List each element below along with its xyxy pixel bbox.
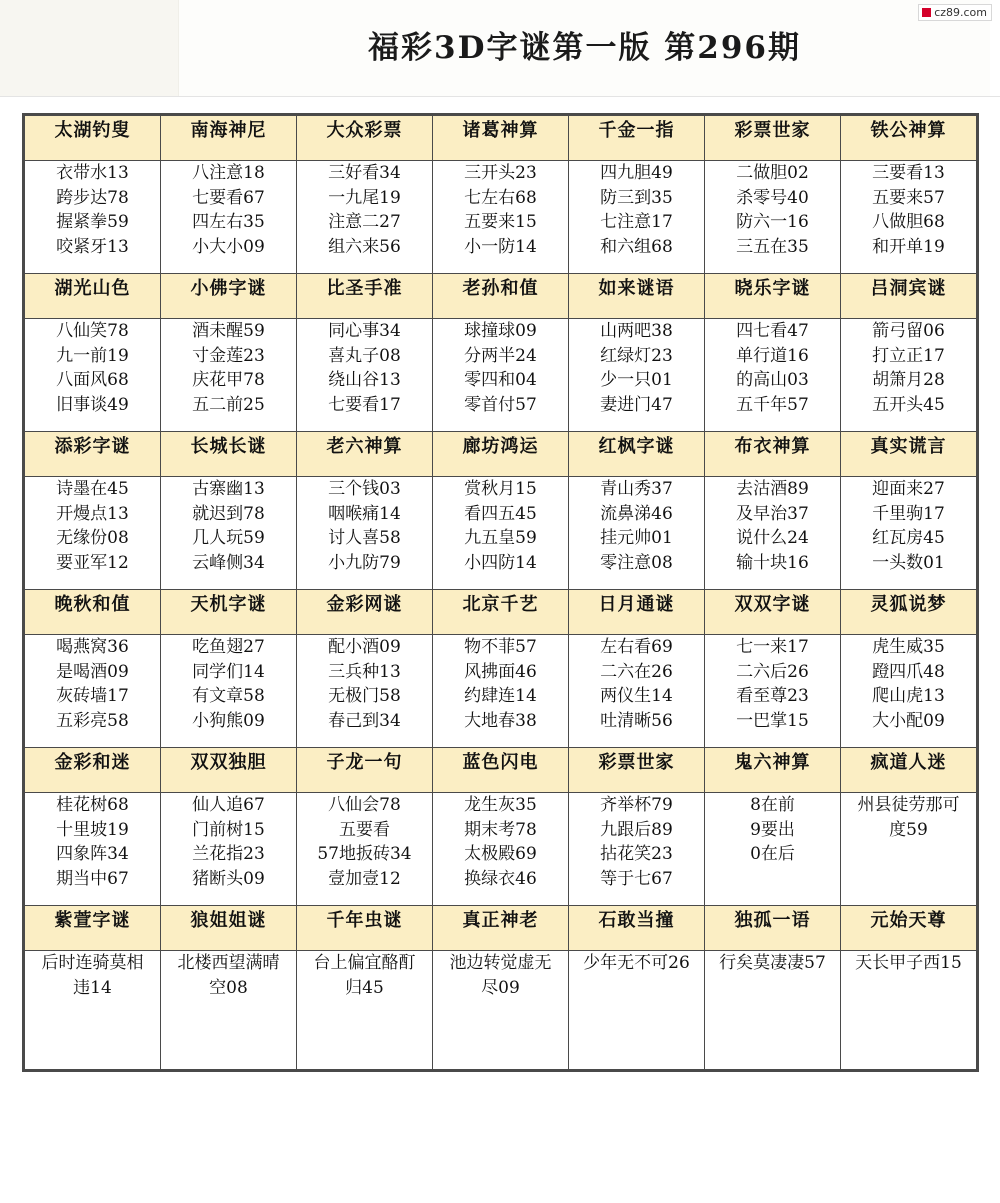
entry-line: 少年无不可26 [583, 953, 690, 973]
category-row [25, 116, 977, 161]
category-row [25, 906, 977, 951]
entry-line: 诗墨在45 [56, 479, 129, 499]
entry-line: 左右看69 [600, 637, 673, 657]
entry-line: 齐举杯79 [600, 795, 673, 815]
entry-line: 庆花甲78 [192, 370, 265, 391]
entry-line: 8在前 [750, 795, 795, 815]
entry-line: 同心事34 [328, 321, 401, 341]
entry-cell [433, 635, 569, 748]
entry-cell [841, 161, 977, 274]
entry-line: 看至尊23 [736, 686, 809, 707]
entry-line: 打立正17 [872, 345, 945, 366]
entry-line: 三兵种13 [328, 661, 401, 682]
category-cell: 灵狐说梦 [841, 590, 977, 635]
entry-cell [841, 319, 977, 432]
watermark [918, 4, 992, 21]
entry-row [25, 793, 977, 906]
entry-line: 七左右68 [464, 187, 537, 208]
entry-line: 违14 [73, 977, 112, 998]
entry-line: 说什么24 [736, 528, 809, 549]
category-cell: 疯道人迷 [841, 748, 977, 793]
entry-line: 二六在26 [600, 661, 673, 682]
entry-line: 物不菲57 [464, 637, 537, 657]
entry-line: 和六组68 [600, 236, 673, 257]
entry-line: 九一前19 [56, 345, 129, 366]
category-cell: 大众彩票 [297, 116, 433, 161]
category-cell: 双双字谜 [705, 590, 841, 635]
category-cell: 千年虫谜 [297, 906, 433, 951]
entry-line: 约肆连14 [464, 686, 537, 707]
category-cell: 太湖钓叟 [25, 116, 161, 161]
entry-line: 空08 [209, 977, 248, 998]
entry-line: 山两吧38 [600, 321, 673, 341]
entry-cell [297, 319, 433, 432]
entry-line: 三五在35 [736, 236, 809, 257]
entry-line: 一巴掌15 [736, 710, 809, 731]
entry-line: 七一来17 [736, 637, 809, 657]
entry-cell [25, 477, 161, 590]
entry-line: 讨人喜58 [328, 528, 401, 549]
entry-line: 一头数01 [872, 552, 945, 573]
category-cell: 彩票世家 [705, 116, 841, 161]
category-cell: 南海神尼 [161, 116, 297, 161]
entry-line: 红绿灯23 [600, 345, 673, 366]
entry-line: 八仙会78 [328, 795, 401, 815]
entry-row [25, 319, 977, 432]
entry-line: 风拂面46 [464, 661, 537, 682]
entry-line: 后时连骑莫相 [41, 953, 144, 973]
entry-cell [705, 319, 841, 432]
entry-line: 吃鱼翅27 [192, 637, 265, 657]
category-cell: 晚秋和值 [25, 590, 161, 635]
entry-line: 十里坡19 [56, 819, 129, 840]
entry-line: 兰花指23 [192, 844, 265, 865]
entry-line: 爬山虎13 [872, 686, 945, 707]
entry-line: 两仪生14 [600, 686, 673, 707]
entry-cell [433, 951, 569, 1070]
category-cell: 北京千艺 [433, 590, 569, 635]
riddle-table-body [25, 116, 977, 1070]
page-title: 福彩3D字谜第一版 第296期 [368, 30, 801, 66]
entry-line: 二六后26 [736, 661, 809, 682]
entry-cell [705, 635, 841, 748]
entry-line: 挂元帅01 [600, 528, 673, 549]
entry-line: 云峰侧34 [192, 552, 265, 573]
entry-line: 北楼西望满晴 [177, 953, 280, 973]
entry-cell [161, 161, 297, 274]
entry-line: 三好看34 [328, 163, 401, 183]
entry-cell [433, 161, 569, 274]
category-cell: 金彩网谜 [297, 590, 433, 635]
category-cell: 日月通谜 [569, 590, 705, 635]
category-cell: 廊坊鸿运 [433, 432, 569, 477]
entry-line: 箭弓留06 [872, 321, 945, 341]
entry-line: 二做胆02 [736, 163, 809, 183]
entry-line: 酒未醒59 [192, 321, 265, 341]
entry-line: 妻进门47 [600, 394, 673, 415]
entry-cell [25, 793, 161, 906]
watermark-label: cz89.com [934, 6, 987, 19]
entry-line: 0在后 [750, 844, 795, 865]
entry-line: 青山秀37 [600, 479, 673, 499]
entry-cell [25, 635, 161, 748]
entry-line: 五要看 [339, 819, 390, 840]
entry-line: 四九胆49 [600, 163, 673, 183]
entry-line: 握紧拳59 [56, 212, 129, 233]
entry-cell [161, 951, 297, 1070]
entry-line: 七要看67 [192, 187, 265, 208]
entry-line: 灰砖墙17 [56, 686, 129, 707]
entry-line: 绕山谷13 [328, 370, 401, 391]
category-cell: 如来谜语 [569, 274, 705, 319]
category-cell: 红枫字谜 [569, 432, 705, 477]
entry-line: 旧事谈49 [56, 394, 129, 415]
entry-cell [297, 161, 433, 274]
category-row [25, 274, 977, 319]
entry-line: 同学们14 [192, 661, 265, 682]
entry-cell [161, 319, 297, 432]
entry-line: 9要出 [750, 819, 795, 840]
entry-cell [297, 951, 433, 1070]
entry-line: 组六来56 [328, 236, 401, 257]
entry-cell [569, 161, 705, 274]
entry-line: 的高山03 [736, 370, 809, 391]
category-cell: 天机字谜 [161, 590, 297, 635]
entry-cell [161, 793, 297, 906]
entry-line: 57地扳砖34 [317, 844, 412, 865]
category-cell: 晓乐字谜 [705, 274, 841, 319]
entry-line: 壹加壹12 [328, 868, 401, 889]
entry-line: 小大小09 [192, 236, 265, 257]
entry-line: 七注意17 [600, 212, 673, 233]
entry-line: 古寨幽13 [192, 479, 265, 499]
entry-line: 门前树15 [192, 819, 265, 840]
entry-line: 小一防14 [464, 236, 537, 257]
category-cell: 独孤一语 [705, 906, 841, 951]
entry-line: 衣带水13 [56, 163, 129, 183]
entry-cell [433, 793, 569, 906]
category-cell: 铁公神算 [841, 116, 977, 161]
entry-row [25, 161, 977, 274]
entry-line: 五彩亮58 [56, 710, 129, 731]
red-square-icon [922, 8, 931, 17]
entry-cell [569, 951, 705, 1070]
entry-line: 少一只01 [600, 370, 673, 391]
entry-cell [433, 319, 569, 432]
entry-line: 等于七67 [600, 868, 673, 889]
category-cell: 长城长谜 [161, 432, 297, 477]
entry-row [25, 951, 977, 1070]
entry-line: 五要来15 [464, 212, 537, 233]
entry-line: 咬紧牙13 [56, 236, 129, 257]
entry-line: 太极殿69 [464, 844, 537, 865]
entry-line: 看四五45 [464, 503, 537, 524]
entry-cell [25, 951, 161, 1070]
entry-line: 防六一16 [736, 212, 809, 233]
entry-line: 行矣莫凄凄57 [719, 953, 826, 973]
entry-line: 龙生灰35 [464, 795, 537, 815]
entry-line: 虎生威35 [872, 637, 945, 657]
entry-line: 五要来57 [872, 187, 945, 208]
entry-cell [161, 477, 297, 590]
entry-line: 九五皇59 [464, 528, 537, 549]
category-cell: 比圣手准 [297, 274, 433, 319]
entry-line: 流鼻涕46 [600, 503, 673, 524]
entry-line: 注意二27 [328, 212, 401, 233]
entry-cell [705, 951, 841, 1070]
category-cell: 金彩和迷 [25, 748, 161, 793]
entry-line: 八仙笑78 [56, 321, 129, 341]
entry-line: 九跟后89 [600, 819, 673, 840]
entry-line: 五二前25 [192, 394, 265, 415]
category-cell: 真正神老 [433, 906, 569, 951]
entry-line: 五千年57 [736, 394, 809, 415]
entry-line: 一九尾19 [328, 187, 401, 208]
entry-cell [841, 635, 977, 748]
category-cell: 湖光山色 [25, 274, 161, 319]
category-cell: 小佛字谜 [161, 274, 297, 319]
entry-line: 四七看47 [736, 321, 809, 341]
entry-line: 大地春38 [464, 710, 537, 731]
entry-cell [25, 319, 161, 432]
entry-cell [297, 793, 433, 906]
entry-line: 桂花树68 [56, 795, 129, 815]
header-left-gutter [0, 0, 178, 96]
entry-line: 仙人追67 [192, 795, 265, 815]
entry-cell [569, 793, 705, 906]
entry-line: 小九防79 [328, 552, 401, 573]
entry-line: 三开头23 [464, 163, 537, 183]
entry-line: 小狗熊09 [192, 710, 265, 731]
category-row [25, 590, 977, 635]
entry-line: 台上偏宜酪酊 [313, 953, 416, 973]
entry-row [25, 477, 977, 590]
category-cell: 狼姐姐谜 [161, 906, 297, 951]
entry-line: 红瓦房45 [872, 528, 945, 549]
entry-line: 寸金莲23 [192, 345, 265, 366]
entry-line: 和开单19 [872, 236, 945, 257]
entry-cell [569, 477, 705, 590]
entry-line: 零首付57 [464, 394, 537, 415]
entry-cell [569, 635, 705, 748]
entry-line: 胡箫月28 [872, 370, 945, 391]
entry-line: 喜丸子08 [328, 345, 401, 366]
entry-line: 输十块16 [736, 552, 809, 573]
entry-line: 期末考78 [464, 819, 537, 840]
entry-line: 单行道16 [736, 345, 809, 366]
entry-line: 要亚军12 [56, 552, 129, 573]
entry-cell [705, 477, 841, 590]
entry-line: 无极门58 [328, 686, 401, 707]
category-cell: 真实谎言 [841, 432, 977, 477]
entry-line: 池边转觉虚无 [449, 953, 552, 973]
entry-line: 州县徒劳那可 [857, 795, 960, 815]
entry-line: 球撞球09 [464, 321, 537, 341]
category-cell: 彩票世家 [569, 748, 705, 793]
entry-line: 归45 [345, 977, 384, 998]
entry-line: 赏秋月15 [464, 479, 537, 499]
entry-line: 千里驹17 [872, 503, 945, 524]
entry-line: 八做胆68 [872, 212, 945, 233]
entry-line: 咽喉痛14 [328, 503, 401, 524]
category-cell: 蓝色闪电 [433, 748, 569, 793]
entry-line: 天长甲子西15 [855, 953, 962, 973]
entry-line: 迎面来27 [872, 479, 945, 499]
riddle-grid [22, 113, 979, 1072]
entry-line: 小四防14 [464, 552, 537, 573]
entry-line: 四象阵34 [56, 844, 129, 865]
entry-line: 吐清晰56 [600, 710, 673, 731]
entry-cell [705, 793, 841, 906]
entry-line: 跨步达78 [56, 187, 129, 208]
entry-cell [25, 161, 161, 274]
entry-line: 四左右35 [192, 212, 265, 233]
riddle-table [24, 115, 977, 1070]
entry-cell [297, 635, 433, 748]
category-cell: 添彩字谜 [25, 432, 161, 477]
entry-line: 零注意08 [600, 552, 673, 573]
entry-line: 换绿衣46 [464, 868, 537, 889]
category-cell: 子龙一句 [297, 748, 433, 793]
entry-line: 去沽酒89 [736, 479, 809, 499]
entry-cell [161, 635, 297, 748]
category-cell: 老孙和值 [433, 274, 569, 319]
entry-line: 度59 [889, 819, 928, 840]
entry-cell [297, 477, 433, 590]
entry-line: 七要看17 [328, 394, 401, 415]
category-row [25, 748, 977, 793]
header-inner [178, 0, 990, 96]
entry-cell [841, 477, 977, 590]
entry-line: 大小配09 [872, 710, 945, 731]
entry-line: 三个钱03 [328, 479, 401, 499]
entry-line: 猪断头09 [192, 868, 265, 889]
entry-line: 无缘份08 [56, 528, 129, 549]
entry-line: 开熳点13 [56, 503, 129, 524]
entry-line: 喝燕窝36 [56, 637, 129, 657]
page-header [0, 0, 1000, 97]
category-row [25, 432, 977, 477]
entry-cell [705, 161, 841, 274]
entry-line: 分两半24 [464, 345, 537, 366]
entry-line: 八面风68 [56, 370, 129, 391]
entry-line: 配小酒09 [328, 637, 401, 657]
entry-line: 蹬四爪48 [872, 661, 945, 682]
entry-line: 防三到35 [600, 187, 673, 208]
category-cell: 布衣神算 [705, 432, 841, 477]
category-cell: 石敢当撞 [569, 906, 705, 951]
entry-line: 几人玩59 [192, 528, 265, 549]
entry-cell [841, 951, 977, 1070]
entry-line: 零四和04 [464, 370, 537, 391]
entry-row [25, 635, 977, 748]
category-cell: 元始天尊 [841, 906, 977, 951]
entry-cell [569, 319, 705, 432]
category-cell: 吕洞宾谜 [841, 274, 977, 319]
entry-cell [841, 793, 977, 906]
category-cell: 双双独胆 [161, 748, 297, 793]
entry-line: 八注意18 [192, 163, 265, 183]
entry-line: 有文章58 [192, 686, 265, 707]
category-cell: 鬼六神算 [705, 748, 841, 793]
entry-line: 三要看13 [872, 163, 945, 183]
entry-line: 五开头45 [872, 394, 945, 415]
entry-line: 就迟到78 [192, 503, 265, 524]
entry-line: 及早治37 [736, 503, 809, 524]
entry-line: 拈花笑23 [600, 844, 673, 865]
entry-line: 春己到34 [328, 710, 401, 731]
entry-line: 杀零号40 [736, 187, 809, 208]
entry-line: 尽09 [481, 977, 520, 998]
category-cell: 紫萱字谜 [25, 906, 161, 951]
category-cell: 千金一指 [569, 116, 705, 161]
entry-line: 期当中67 [56, 868, 129, 889]
category-cell: 诸葛神算 [433, 116, 569, 161]
entry-cell [433, 477, 569, 590]
entry-line: 是喝酒09 [56, 661, 129, 682]
category-cell: 老六神算 [297, 432, 433, 477]
